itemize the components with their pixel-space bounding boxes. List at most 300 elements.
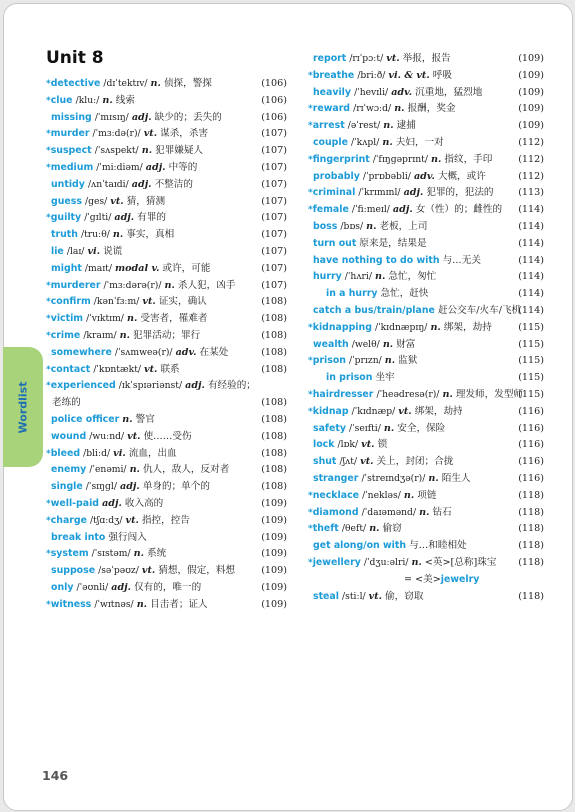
entry-page-ref: (108) <box>261 296 287 308</box>
entry-phonetic: /ˈheədresə(r)/ <box>376 388 440 400</box>
wordlist-entry <box>308 169 544 186</box>
entry-page-ref: (109) <box>261 497 287 509</box>
entry-definition: 项链 <box>417 489 437 501</box>
entry-phonetic: /kluː/ <box>75 94 100 106</box>
entry-phonetic: /ˈəʊnli/ <box>76 581 109 593</box>
wordlist-entry <box>46 479 287 496</box>
entry-headword: crime <box>50 329 81 341</box>
entry-phonetic: /ˈgɪlti/ <box>84 212 112 224</box>
wordlist-entry <box>46 126 287 143</box>
entry-page-ref: (114) <box>518 288 544 300</box>
entry-headword: well-paid <box>50 497 100 509</box>
entry-phonetic: /səˈpəʊz/ <box>98 565 139 577</box>
entry-phonetic: /briːð/ <box>357 69 386 81</box>
wordlist-entry <box>46 311 287 328</box>
entry-page-ref: (115) <box>518 388 544 400</box>
entry-page-ref: (109) <box>261 565 287 577</box>
wordlist-entry <box>46 496 287 513</box>
entry-page-ref: (108) <box>261 430 287 442</box>
entry-headword: murder <box>50 128 90 140</box>
entry-page-ref: (115) <box>518 338 544 350</box>
entry-headword: kidnapping <box>312 321 372 333</box>
entry-headword: might <box>51 262 82 274</box>
entry-phonetic: /rɪˈwɔːd/ <box>353 103 392 115</box>
wordlist-entry <box>46 345 287 362</box>
entry-headword: untidy <box>51 178 85 190</box>
wordlist-entry <box>308 68 544 85</box>
wordlist-entry <box>308 152 544 169</box>
key-word-asterisk: * <box>46 498 51 509</box>
unit-title: Unit 8 <box>46 48 104 68</box>
entry-part-of-speech: n. <box>133 548 144 560</box>
entry-page-ref: (114) <box>518 304 544 316</box>
entry-headword: safety <box>313 422 346 434</box>
entry-headword: single <box>51 481 83 493</box>
entry-part-of-speech: n. <box>382 136 393 148</box>
wordlist-entry <box>308 253 544 270</box>
entry-page-ref: (109) <box>518 120 544 132</box>
wordlist-entry <box>46 160 287 177</box>
entry-page-ref: (118) <box>518 523 544 535</box>
wordlist-column-left <box>46 76 287 614</box>
entry-part-of-speech: n. <box>428 472 439 484</box>
entry-phonetic: /ˈnekləs/ <box>362 489 401 501</box>
entry-part-of-speech: adj. <box>145 161 166 173</box>
entry-phonetic: /θeft/ <box>341 523 367 535</box>
entry-headword: missing <box>51 111 92 123</box>
entry-phonetic: /ˈkɪdnæp/ <box>351 405 396 417</box>
entry-phonetic: /ʃʌt/ <box>339 456 358 468</box>
entry-phonetic: /ˈmɜːdə(r)/ <box>92 128 141 140</box>
entry-phonetic: /maɪt/ <box>84 262 112 274</box>
entry-definition: 监狱 <box>398 355 418 367</box>
entry-definition: 谋杀，杀害 <box>160 128 209 140</box>
entry-headword: enemy <box>51 464 87 476</box>
wordlist-entry <box>46 278 287 295</box>
entry-part-of-speech: n. <box>119 329 130 341</box>
wordlist-entry <box>308 538 544 555</box>
entry-page-ref: (108) <box>261 313 287 325</box>
entry-part-of-speech: vt. <box>142 296 156 308</box>
entry-headword: hairdresser <box>312 388 374 400</box>
wordlist-entry <box>46 580 287 597</box>
entry-definition: 赶公交车/火车/飞机 <box>437 304 522 316</box>
entry-phonetic: /ˈenəmi/ <box>89 464 127 476</box>
key-word-asterisk: * <box>46 364 51 375</box>
entry-part-of-speech: adv. <box>175 346 197 358</box>
key-word-asterisk: * <box>308 490 313 501</box>
entry-headword: steal <box>313 590 339 602</box>
entry-phonetic: /ˈkɪdnæpɪŋ/ <box>374 321 428 333</box>
entry-definition: 侦探，警探 <box>163 78 212 89</box>
entry-part-of-speech: vt. <box>110 195 124 207</box>
wordlist-entry <box>46 429 287 446</box>
entry-definition: 大概，或许 <box>437 170 486 182</box>
entry-page-ref: (107) <box>261 161 287 173</box>
entry-part-of-speech: adj. <box>185 380 205 392</box>
entry-page-ref: (118) <box>518 489 544 501</box>
key-word-asterisk: * <box>46 146 51 157</box>
entry-definition: 或许，可能 <box>162 262 211 274</box>
entry-definition: 受害者，罹难者 <box>140 313 208 325</box>
wordlist-entry <box>46 261 287 278</box>
entry-page-ref: (112) <box>518 170 544 182</box>
entry-definition: 绑架，劫持 <box>443 321 492 333</box>
entry-page-ref: (109) <box>261 548 287 560</box>
wordlist-entry <box>46 362 287 379</box>
entry-part-of-speech: n. <box>122 413 133 425</box>
entry-headword: couple <box>313 136 348 148</box>
key-word-asterisk: * <box>308 507 313 518</box>
entry-part-of-speech: n. <box>136 598 148 610</box>
key-word-asterisk: * <box>46 330 51 341</box>
entry-phonetic: /welθ/ <box>351 338 380 350</box>
wordlist-entry <box>308 471 544 488</box>
entry-headword: hurry <box>313 271 342 283</box>
wordlist-entry <box>308 421 544 438</box>
entry-definition: 绑架，劫持 <box>414 405 463 417</box>
entry-definition: 缺少的；丢失的 <box>154 111 222 123</box>
entry-headword: suspect <box>50 145 92 157</box>
key-word-asterisk: * <box>46 599 51 610</box>
entry-page-ref: (109) <box>261 598 287 610</box>
wordlist-entry <box>46 378 287 395</box>
entry-phonetic: /ˈkrɪmɪnl/ <box>358 187 401 199</box>
entry-page-ref: (113) <box>518 187 544 199</box>
entry-phonetic: /ges/ <box>84 195 108 207</box>
entry-part-of-speech: adj. <box>131 178 152 190</box>
entry-definition: 流血，出血 <box>128 447 177 459</box>
entry-part-of-speech: vt. <box>361 439 375 451</box>
entry-phonetic: /truːθ/ <box>81 229 110 241</box>
wordlist-entry <box>308 370 544 387</box>
entry-phonetic: /əˈrest/ <box>347 120 381 132</box>
entry-headword: wound <box>51 430 87 442</box>
entry-headword: confirm <box>50 296 91 308</box>
entry-definition: 理发师，发型师 <box>455 388 524 400</box>
wordlist-entry <box>308 135 544 152</box>
wordlist-entry <box>46 513 287 530</box>
entry-definition: 仇人，敌人，反对者 <box>142 464 230 476</box>
entry-phonetic: /ˈsɪstəm/ <box>91 548 131 560</box>
entry-part-of-speech: vi. & vt. <box>388 69 430 81</box>
entry-headword: truth <box>51 229 78 241</box>
entry-part-of-speech: vt. <box>398 405 412 417</box>
key-word-asterisk: * <box>46 95 51 106</box>
entry-definition: 沉重地，猛烈地 <box>415 86 483 98</box>
entry-page-ref: (107) <box>261 128 287 140</box>
entry-headword: break into <box>51 531 106 543</box>
entry-headword: jewellery <box>312 556 361 568</box>
entry-phonetic: /bliːd/ <box>83 447 111 459</box>
wordlist-entry <box>46 194 287 211</box>
key-word-asterisk: * <box>308 70 313 81</box>
entry-page-ref: (115) <box>518 372 544 384</box>
wordlist-entry <box>308 404 544 421</box>
entry-definition: 安全，保险 <box>397 422 446 434</box>
entry-page-ref: (107) <box>261 229 287 241</box>
entry-part-of-speech: n. <box>419 506 430 518</box>
key-word-asterisk: * <box>46 280 51 291</box>
wordlist-entry <box>46 530 287 547</box>
key-word-asterisk: * <box>46 213 51 224</box>
entry-page-ref: (109) <box>518 86 544 98</box>
entry-headword: jewelry <box>440 573 480 585</box>
entry-phonetic: /ˈwɪtnəs/ <box>94 598 134 610</box>
entry-part-of-speech: n. <box>112 229 124 241</box>
entry-page-ref: (118) <box>518 556 544 568</box>
entry-phonetic: /ˈstreɪndʒə(r)/ <box>361 472 426 484</box>
entry-part-of-speech: adv. <box>413 170 435 182</box>
entry-page-ref: (106) <box>261 111 287 123</box>
entry-part-of-speech: adj. <box>114 212 135 224</box>
entry-definition: 目击者；证人 <box>150 598 208 610</box>
entry-definition: 有经验的； <box>207 380 256 392</box>
entry-page-ref: (107) <box>261 145 287 157</box>
entry-headword: murderer <box>50 279 101 291</box>
wordlist-entry <box>308 286 544 303</box>
entry-part-of-speech: n. <box>403 489 415 501</box>
wordlist-entry <box>308 521 544 538</box>
entry-definition: 与…和睦相处 <box>409 540 467 552</box>
wordlist-entry <box>308 505 544 522</box>
entry-part-of-speech: n. <box>369 523 380 535</box>
entry-part-of-speech: n. <box>430 321 441 333</box>
entry-page-ref: (116) <box>518 456 544 468</box>
entry-phonetic: /ˈfiːmeɪl/ <box>351 204 390 216</box>
entry-headword: in a hurry <box>326 288 378 300</box>
entry-part-of-speech: vt. <box>143 128 158 140</box>
wordlist-entry <box>308 387 544 404</box>
entry-headword: turn out <box>313 237 357 249</box>
entry-definition: 犯罪活动；罪行 <box>133 329 201 341</box>
wordlist-entry <box>308 118 544 135</box>
wordlist-entry <box>46 412 287 429</box>
entry-definition: 系统 <box>147 548 167 560</box>
entry-definition: 中等的 <box>168 161 198 173</box>
entry-headword: criminal <box>312 187 356 199</box>
wordlist-entry <box>46 546 287 563</box>
entry-page-ref: (116) <box>518 439 544 451</box>
entry-headword: lie <box>51 245 64 257</box>
entry-page-ref: (109) <box>518 103 544 115</box>
entry-phonetic: /ˈvɪktɪm/ <box>86 313 124 325</box>
entry-part-of-speech: vt. <box>360 456 374 468</box>
entry-headword: only <box>51 581 74 593</box>
wordlist-entry <box>46 93 287 110</box>
entry-part-of-speech: vt. <box>144 363 158 375</box>
entry-headword: get along/on with <box>313 540 407 552</box>
entry-phonetic: /ˈhʌri/ <box>344 271 372 283</box>
entry-definition: 钻石 <box>432 506 452 518</box>
key-word-asterisk: * <box>308 322 313 333</box>
entry-phonetic: /ˈkʌpl/ <box>351 136 380 148</box>
wordlist-entry <box>308 320 544 337</box>
entry-part-of-speech: n. <box>375 271 386 283</box>
entry-page-ref: (107) <box>261 279 287 291</box>
entry-page-ref: (115) <box>518 321 544 333</box>
entry-part-of-speech: adv. <box>391 86 413 98</box>
entry-part-of-speech: vt. <box>141 565 156 577</box>
wordlist-entry <box>308 51 544 68</box>
entry-phonetic: /ʌnˈtaɪdi/ <box>87 178 129 190</box>
entry-definition: 偷窃 <box>382 523 402 535</box>
entry-definition: 急忙，赶快 <box>380 288 429 300</box>
entry-part-of-speech: n. <box>150 78 161 89</box>
entry-page-ref: (107) <box>261 262 287 274</box>
wordlist-entry <box>308 454 544 471</box>
entry-definition: 原来是，结果是 <box>359 237 427 249</box>
entry-definition: 指控，控告 <box>141 514 190 526</box>
entry-headword: wealth <box>313 338 349 350</box>
wordlist-entry <box>46 76 287 93</box>
entry-definition: 急忙，匆忙 <box>388 271 437 283</box>
entry-part-of-speech: n. <box>366 220 377 232</box>
entry-headword: diamond <box>312 506 359 518</box>
key-word-asterisk: * <box>308 154 313 165</box>
wordlist-entry <box>308 437 544 454</box>
entry-headword: clue <box>50 94 73 106</box>
entry-definition: 陌生人 <box>441 472 471 484</box>
entry-part-of-speech: n. <box>164 279 175 291</box>
entry-page-ref: (115) <box>518 355 544 367</box>
entry-part-of-speech: vt. <box>125 514 139 526</box>
entry-page-ref: (114) <box>518 220 544 232</box>
entry-headword: shut <box>313 456 337 468</box>
entry-page-ref: (106) <box>261 78 287 89</box>
wordlist-entry <box>46 328 287 345</box>
entry-part-of-speech: n. <box>141 145 153 157</box>
entry-definition: 使……受伤 <box>143 430 192 442</box>
entry-phonetic: /kənˈfɜːm/ <box>93 296 140 308</box>
entry-headword: system <box>50 548 89 560</box>
entry-page-ref: (114) <box>518 254 544 266</box>
key-word-asterisk: * <box>46 381 51 392</box>
entry-definition: 女（性）的；雌性的 <box>415 204 503 216</box>
entry-phonetic: /ˈmiːdiəm/ <box>96 161 143 173</box>
entry-page-ref: (109) <box>518 53 544 64</box>
entry-part-of-speech: adj. <box>102 497 122 509</box>
entry-headword: bleed <box>50 447 81 459</box>
entry-headword: detective <box>50 78 101 89</box>
wordlist-entry <box>46 110 287 127</box>
entry-headword: charge <box>50 514 87 526</box>
entry-part-of-speech: n. <box>102 94 113 106</box>
entry-headword: necklace <box>312 489 359 501</box>
key-word-asterisk: * <box>46 515 51 526</box>
entry-headword: reward <box>312 103 351 115</box>
entry-part-of-speech: n. <box>126 313 138 325</box>
entry-page-ref: (112) <box>518 153 544 165</box>
wordlist-entry <box>46 446 287 463</box>
entry-page-ref: (108) <box>261 464 287 476</box>
key-word-asterisk: * <box>46 129 51 140</box>
entry-page-ref: (108) <box>261 413 287 425</box>
entry-part-of-speech: vt. <box>386 53 400 64</box>
entry-part-of-speech: n. <box>384 355 396 367</box>
wordlist-entry <box>308 353 544 370</box>
wordlist-tab-label: Wordlist <box>16 381 30 433</box>
entry-definition: 不整洁的 <box>154 178 193 190</box>
entry-page-ref: (109) <box>261 514 287 526</box>
entry-definition: 报酬，奖金 <box>407 103 456 115</box>
entry-phonetic: /ˈsɪŋgl/ <box>85 481 117 493</box>
entry-definition: 关上，封闭；合拢 <box>376 456 454 468</box>
entry-definition: 呼吸 <box>432 69 452 81</box>
entry-page-ref: (109) <box>261 581 287 593</box>
entry-phonetic: /ˈkɒntækt/ <box>93 363 141 375</box>
wordlist-entry <box>46 227 287 244</box>
entry-headword: boss <box>313 220 338 232</box>
entry-part-of-speech: n. <box>431 153 442 165</box>
entry-part-of-speech: n. <box>383 422 395 434</box>
entry-part-of-speech: n. <box>383 120 394 132</box>
key-word-asterisk: * <box>46 314 51 325</box>
entry-part-of-speech: vi. <box>87 245 101 257</box>
entry-part-of-speech: adj. <box>403 187 424 199</box>
entry-headword: contact <box>50 363 91 375</box>
entry-definition: 强行闯入 <box>108 531 147 543</box>
entry-phonetic: /ˈdaɪəmənd/ <box>361 506 417 518</box>
wordlist-entry <box>308 555 544 572</box>
wordlist-entry <box>308 488 544 505</box>
entry-page-ref: (108) <box>261 481 287 493</box>
entry-page-ref: (107) <box>261 178 287 190</box>
entry-page-ref: (118) <box>518 540 544 552</box>
entry-part-of-speech: adj. <box>392 204 413 216</box>
entry-page-ref: (108) <box>261 397 287 409</box>
entry-definition: 警官 <box>135 413 155 425</box>
entry-definition: 单身的；单个的 <box>142 481 210 493</box>
entry-headword: arrest <box>312 120 345 132</box>
key-word-asterisk: * <box>308 205 313 216</box>
entry-headword: victim <box>50 313 84 325</box>
entry-part-of-speech: vt. <box>127 430 141 442</box>
entry-page-ref: (108) <box>261 329 287 341</box>
key-word-asterisk: * <box>308 557 313 568</box>
key-word-asterisk: * <box>308 121 313 132</box>
wordlist-entry <box>308 185 544 202</box>
entry-definition: 杀人犯，凶手 <box>177 279 236 291</box>
wordlist-entry <box>308 337 544 354</box>
entry-headword: suppose <box>51 565 96 577</box>
entry-headword: have nothing to do with <box>313 254 440 266</box>
entry-definition: 联系 <box>160 363 180 375</box>
entry-part-of-speech: n. <box>129 464 140 476</box>
entry-phonetic: /lɒk/ <box>337 439 359 451</box>
wordlist-entry <box>308 269 544 286</box>
entry-page-ref: (118) <box>518 506 544 518</box>
key-word-asterisk: * <box>308 406 313 417</box>
entry-phonetic: /kraɪm/ <box>83 329 117 341</box>
wordlist-entry <box>46 462 287 479</box>
wordlist-entry <box>46 395 287 412</box>
entry-definition: 财富 <box>396 338 416 350</box>
entry-page-ref: (116) <box>518 422 544 434</box>
entry-part-of-speech: n. <box>411 556 422 568</box>
entry-page-ref: (109) <box>261 531 287 543</box>
entry-headword: heavily <box>313 86 352 98</box>
entry-phonetic: /ˈfɪŋgəprɪnt/ <box>372 153 428 165</box>
entry-headword: prison <box>312 355 346 367</box>
entry-page-ref: (107) <box>261 245 287 257</box>
wordlist-entry <box>46 563 287 580</box>
entry-headword: breathe <box>312 69 355 81</box>
entry-page-ref: (116) <box>518 472 544 484</box>
entry-headword: medium <box>50 161 94 173</box>
key-word-asterisk: * <box>308 356 313 367</box>
entry-page-ref: (118) <box>518 590 544 602</box>
